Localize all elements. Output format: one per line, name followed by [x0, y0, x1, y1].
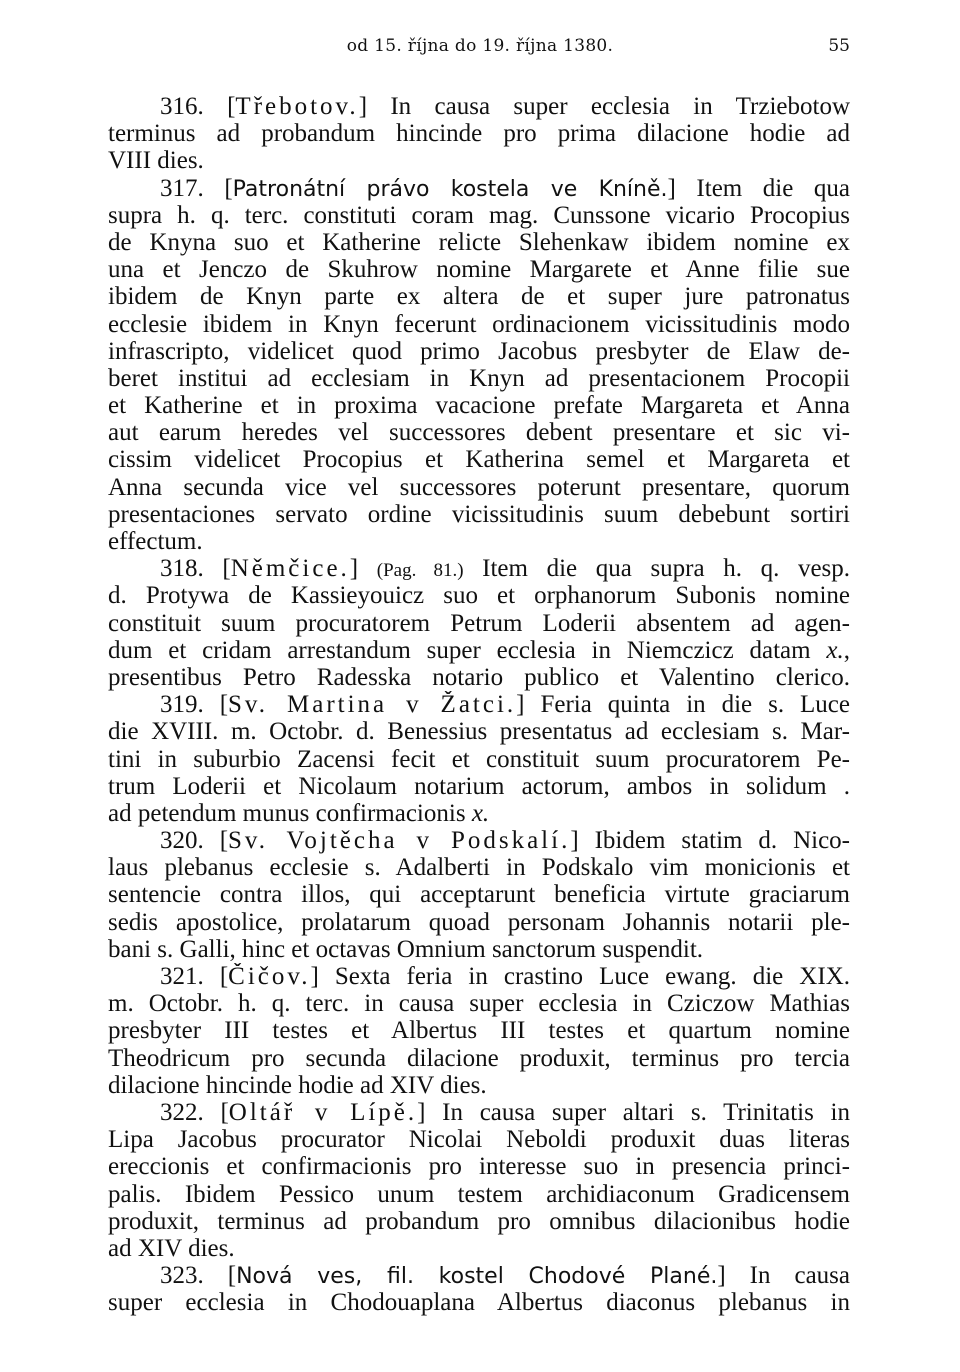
text-span: ] In causa super altari s. Trinitatis in	[417, 1098, 850, 1126]
text-line	[108, 664, 850, 691]
text-span: ] Feria quinta in die s. Luce	[516, 691, 850, 719]
text-line	[108, 392, 850, 419]
text-span: ] Item die qua	[667, 174, 850, 202]
text-span-sp: Oltář v Lípě.	[228, 1098, 418, 1126]
text-span: produxit, terminus ad probandum pro omnibus dilacionibus hodie	[108, 1207, 850, 1235]
text-span: trum Loderii et Nicolaum notarium actorum, ambos in solidum .	[108, 772, 850, 800]
text-span: effectum.	[108, 528, 203, 555]
text-span: ]	[349, 555, 377, 583]
running-header	[110, 32, 850, 62]
text-span: ] Ibidem statim d. Nico-	[570, 827, 850, 855]
text-line	[108, 202, 850, 229]
text-line	[108, 419, 850, 446]
text-line	[108, 555, 850, 582]
text-line	[108, 365, 850, 392]
text-span: presbyter III testes et Albertus III testes et quartum nomine	[108, 1017, 850, 1045]
text-span-sans: Patronátní právo kostela ve Kníně.	[232, 176, 668, 202]
text-span-sp: Čičov.	[228, 963, 311, 990]
text-line	[108, 1017, 850, 1044]
text-span-it: x.	[471, 799, 490, 827]
text-line	[108, 1072, 850, 1099]
text-line	[108, 1289, 850, 1316]
text-line	[108, 718, 850, 745]
text-span: Item die qua supra h. q. vesp.	[463, 555, 850, 583]
text-line	[108, 637, 850, 664]
text-span: laus plebanus ecclesie s. Adalberti in Podskalo vim monicionis et	[108, 854, 850, 882]
text-line	[108, 691, 850, 718]
text-span: dum et cridam arrestandum super ecclesia in Niemczicz datam	[108, 636, 827, 664]
text-line	[108, 1262, 850, 1289]
text-line	[108, 990, 850, 1017]
body-text	[108, 93, 850, 1316]
text-line	[108, 311, 850, 338]
text-span: Lipa Jacobus procurator Nicolai Neboldi produxit duas literas	[108, 1126, 850, 1154]
text-span: m. Octobr. h. q. terc. in causa super ecclesia in Cziczow Mathias	[108, 990, 850, 1018]
text-span: Theodricum pro secunda dilacione produxit, terminus pro tercia	[108, 1044, 850, 1072]
text-line	[108, 936, 850, 963]
text-span: de Knyna suo et Katherine relicte Slehenkaw ibidem nomine ex	[108, 228, 850, 256]
page-number: 55	[828, 36, 850, 56]
running-title: od 15. října do 19. října 1380.	[346, 36, 614, 56]
text-line	[108, 1126, 850, 1153]
text-span: ] In causa super ecclesia in Trziebotow	[358, 93, 850, 120]
text-line	[108, 773, 850, 800]
text-line	[108, 120, 850, 147]
text-line	[108, 582, 850, 609]
text-span: Anna secunda vice vel successores poterunt presentare, quorum	[108, 473, 850, 501]
text-span: 322. [	[160, 1098, 229, 1126]
text-span: 316. [	[160, 93, 236, 120]
text-line	[108, 1181, 850, 1208]
text-line	[108, 528, 850, 555]
text-line	[108, 256, 850, 283]
text-span: una et Jenczo de Skuhrow nomine Margarete et Anne filie sue	[108, 256, 850, 284]
text-span-sp: Sv. Vojtěcha v Podskalí.	[228, 827, 571, 855]
text-line	[108, 610, 850, 637]
text-span: 321. [	[160, 963, 229, 990]
text-span: aut earum heredes vel successores debent presentare et sic vi-	[108, 419, 850, 447]
text-line	[108, 963, 850, 990]
text-span: VIII dies.	[108, 147, 204, 175]
text-span: constituit suum procuratorem Petrum Loderii absentem ad agen-	[108, 609, 850, 637]
text-span: presentaciones servato ordine vicissitudinis suum debebunt sortiri	[108, 500, 850, 528]
text-span: terminus ad probandum hincinde pro prima dilacione hodie ad	[108, 120, 850, 148]
text-span: 319. [	[160, 691, 229, 719]
text-span: die XVIII. m. Octobr. d. Benessius presentatus ad ecclesiam s. Mar-	[108, 718, 850, 746]
text-line	[108, 147, 850, 174]
text-line	[108, 1235, 850, 1262]
text-span: 320. [	[160, 827, 229, 855]
text-line	[108, 827, 850, 854]
text-line	[108, 175, 850, 202]
text-span: d. Protywa de Kassieyouicz suo et orphanorum Subonis nomine	[108, 582, 850, 610]
text-span: sentencie contra illos, qui acceptarunt beneficia virtute graciarum	[108, 881, 850, 909]
text-line	[108, 746, 850, 773]
text-span: bani s. Galli, hinc et octavas Omnium sanctorum suspendit.	[108, 935, 704, 963]
text-span-sp: Němčice.	[230, 555, 350, 583]
text-span: palis. Ibidem Pessico unum testem archidiaconum Gradicensem	[108, 1180, 850, 1208]
text-line	[108, 1045, 850, 1072]
text-span: tini in suburbio Zacensi fecit et constituit suum procuratorem Pe-	[108, 745, 850, 773]
text-span: ,	[843, 636, 850, 664]
text-span-sans: Nová ves, fil. kostel Chodové Plané.	[236, 1264, 718, 1290]
text-span: ] Sexta feria in crastino Luce ewang. die XIX.	[310, 963, 850, 990]
text-span: dilacione hincinde hodie ad XIV dies.	[108, 1071, 487, 1099]
text-line	[108, 1208, 850, 1235]
text-line	[108, 93, 850, 120]
text-span-sp: Sv. Martina v Žatci.	[228, 691, 517, 719]
text-span: 323. [	[160, 1262, 237, 1290]
text-span-sp: Třebotov.	[235, 93, 359, 120]
text-span: ibidem de Knyn parte ex altera de et super jure patronatus	[108, 283, 850, 311]
text-span: ] In causa	[717, 1262, 850, 1290]
text-span: infrascripto, videlicet quod primo Jacobus presbyter de Elaw de-	[108, 337, 850, 365]
text-span: supra h. q. terc. constituti coram mag. Cunssone vicario Procopius	[108, 201, 850, 229]
text-span-sm: (Pag. 81.)	[376, 560, 464, 582]
text-span: ecclesie ibidem in Knyn fecerunt ordinacionem vicissitudinis modo	[108, 310, 850, 338]
text-line	[108, 501, 850, 528]
text-line	[108, 1153, 850, 1180]
text-span: ad petendum munus confirmacionis	[108, 799, 472, 827]
text-span: 318. [	[160, 555, 231, 583]
text-span: sedis apostolice, prolatarum quoad personam Johannis notarii ple-	[108, 908, 850, 936]
text-span: cissim videlicet Procopius et Katherina semel et Margareta et	[108, 446, 850, 474]
text-span: ereccionis et confirmacionis pro interesse suo in presencia princi-	[108, 1153, 850, 1181]
text-line	[108, 338, 850, 365]
text-span: presentibus Petro Radesska notario publico et Valentino clerico.	[108, 663, 850, 691]
text-span: ad XIV dies.	[108, 1234, 235, 1262]
text-line	[108, 800, 850, 827]
text-span: et Katherine et in proxima vacacione prefate Margareta et Anna	[108, 392, 850, 420]
text-span: super ecclesia in Chodouaplana Albertus diaconus plebanus in	[108, 1289, 850, 1317]
text-line	[108, 854, 850, 881]
text-line	[108, 229, 850, 256]
text-span-it: x.	[826, 636, 844, 664]
text-span: beret institui ad ecclesiam in Knyn ad presentacionem Procopii	[108, 364, 850, 392]
text-line	[108, 474, 850, 501]
text-line	[108, 283, 850, 310]
text-line	[108, 881, 850, 908]
text-span: 317. [	[160, 174, 233, 202]
text-line	[108, 446, 850, 473]
text-line	[108, 909, 850, 936]
text-line	[108, 1099, 850, 1126]
